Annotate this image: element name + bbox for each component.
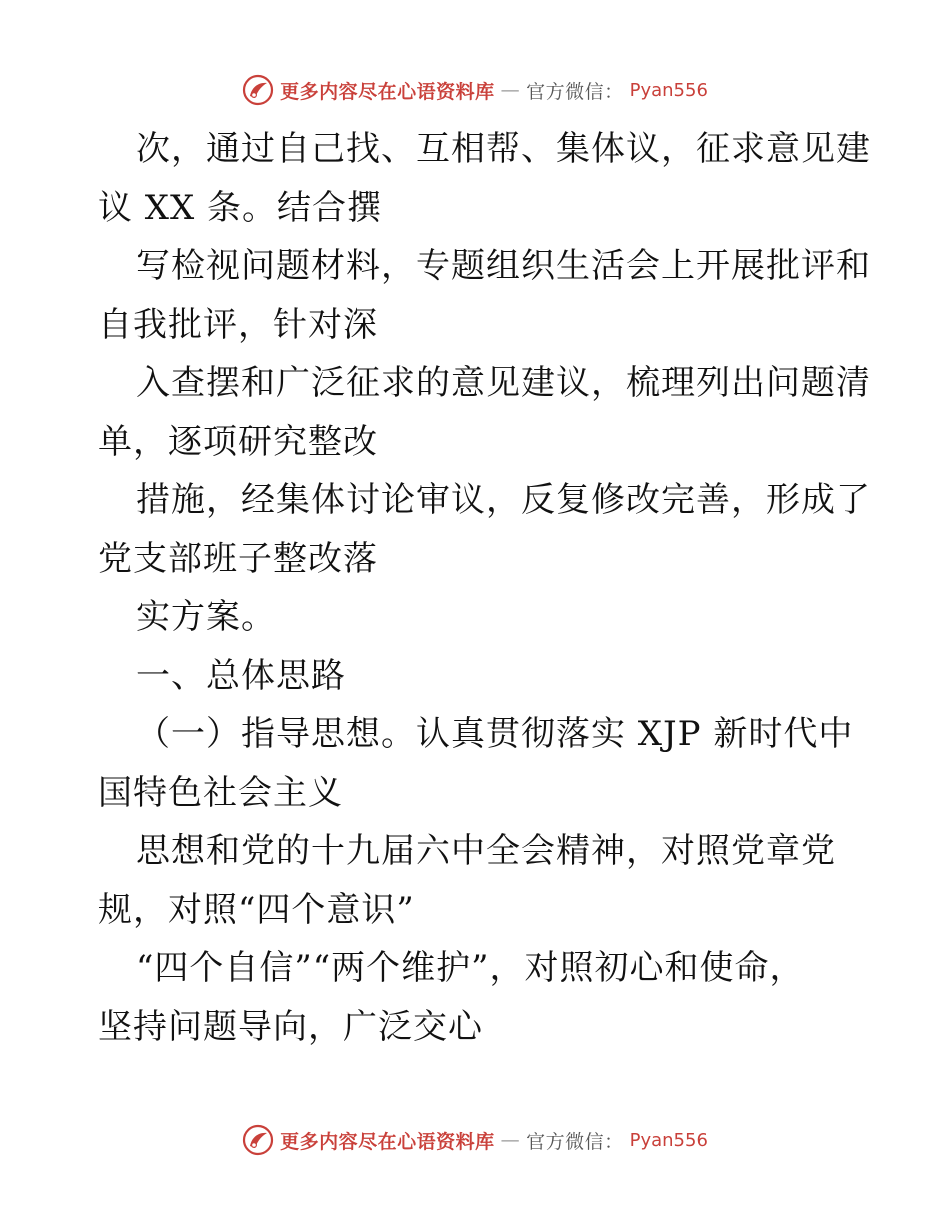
text-line: 单，逐项研究整改 [98,421,378,462]
banner-brand-text: 更多内容尽在心语资料库 [280,1130,495,1153]
text-line: 国特色社会主义 [98,772,343,813]
text-line: （一）指导思想。认真贯彻落实 XJP 新时代中 [136,714,854,754]
header-banner [0,70,950,110]
text-line: 自我批评，针对深 [98,304,378,345]
footer-banner [0,1120,950,1160]
text-line: 入查摆和广泛征求的意见建议，梳理列出问题清 [136,363,871,403]
text-line: 党支部班子整改落 [98,538,378,579]
text-line: 思想和党的十九届六中全会精神，对照党章党 [136,831,836,871]
text-line: 措施，经集体讨论审议，反复修改完善，形成了 [136,480,871,520]
document-body [98,120,871,1056]
text-line: 议 XX 条。结合撰 [98,187,383,228]
text-line: 实方案。 [136,597,276,637]
banner-dash: — [500,1129,521,1151]
banner-dash: — [500,79,521,101]
logo-icon [242,1124,274,1156]
text-line: 次，通过自己找、互相帮、集体议，征求意见建 [136,129,871,169]
section-heading: 一、总体思路 [136,655,346,696]
text-line: “四个自信”“两个维护”，对照初心和使命， [136,948,805,988]
banner-wechat-label: 官方微信： [526,1130,624,1153]
text-line: 写检视问题材料，专题组织生活会上开展批评和 [136,246,871,286]
logo-icon [242,74,274,106]
text-line: 规，对照“四个意识” [98,889,415,930]
text-line: 坚持问题导向，广泛交心 [98,1006,483,1047]
banner-wechat-id: Pyan556 [629,79,708,101]
banner-wechat-label: 官方微信： [526,80,624,103]
banner-brand-text: 更多内容尽在心语资料库 [280,80,495,103]
banner-wechat-id: Pyan556 [629,1129,708,1151]
